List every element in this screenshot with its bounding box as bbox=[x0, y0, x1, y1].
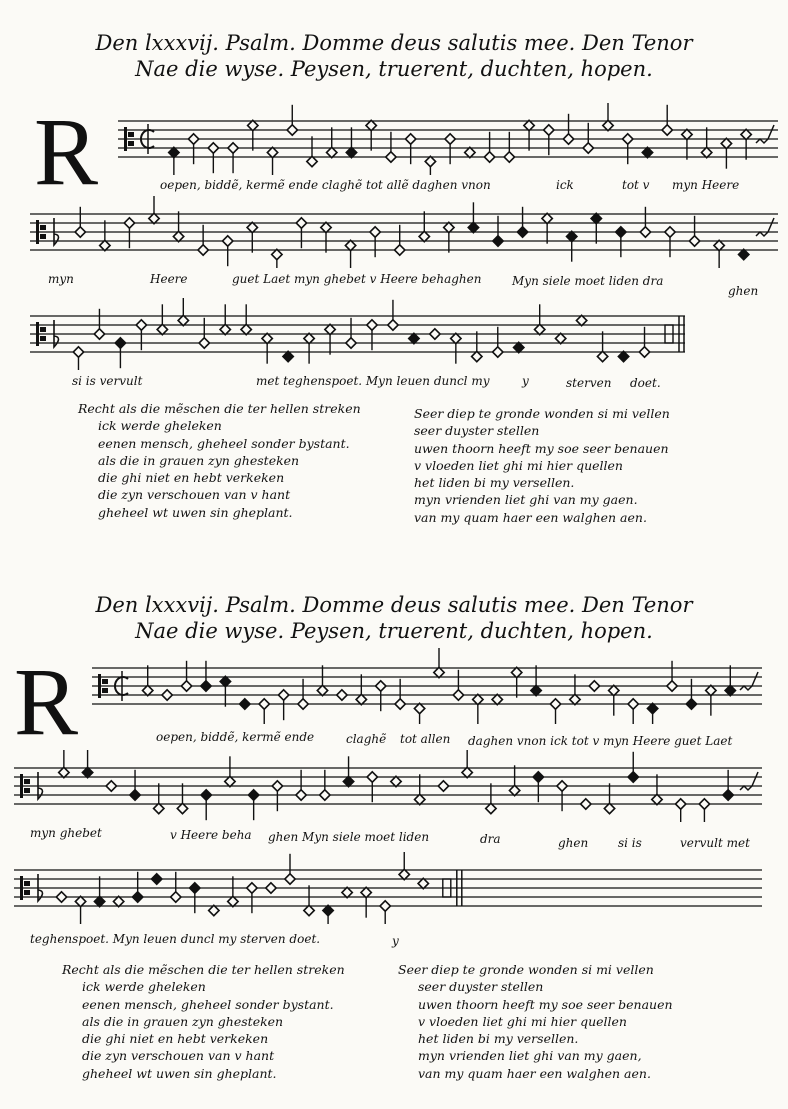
note-icon bbox=[434, 667, 444, 677]
verse-line: ick werde gheleken bbox=[98, 418, 222, 434]
lyric-segment: myn ghebet bbox=[30, 826, 102, 840]
music-staff-1-2 bbox=[30, 196, 778, 268]
psalm-heading-1 bbox=[0, 30, 788, 82]
lyric-segment: si is vervult bbox=[72, 374, 143, 388]
note-icon bbox=[640, 227, 650, 237]
note-icon bbox=[296, 218, 306, 228]
note-icon bbox=[267, 147, 277, 157]
note-icon bbox=[418, 878, 428, 888]
note-icon bbox=[208, 143, 218, 153]
note-icon bbox=[725, 685, 735, 695]
note-icon bbox=[444, 222, 454, 232]
heading-line-2: Nae die wyse. Peysen, truerent, duchten, hopen. bbox=[135, 619, 653, 643]
clef-icon bbox=[128, 132, 134, 137]
note-icon bbox=[699, 799, 709, 809]
note-icon bbox=[667, 681, 677, 691]
note-icon bbox=[317, 685, 327, 695]
lyric-segment: y bbox=[392, 934, 399, 948]
note-icon bbox=[391, 776, 401, 786]
note-icon bbox=[220, 676, 230, 686]
note-icon bbox=[472, 351, 482, 361]
note-icon bbox=[157, 324, 167, 334]
note-icon bbox=[220, 324, 230, 334]
note-icon bbox=[509, 785, 519, 795]
note-icon bbox=[304, 905, 314, 915]
note-icon bbox=[686, 699, 696, 709]
note-icon bbox=[492, 694, 502, 704]
music-staff-1-3 bbox=[30, 298, 685, 370]
note-icon bbox=[563, 134, 573, 144]
lyric-segment: guet Laet myn ghebet v Heere behaghen bbox=[232, 272, 482, 286]
note-icon bbox=[82, 767, 92, 777]
note-icon bbox=[647, 703, 657, 713]
note-icon bbox=[534, 324, 544, 334]
note-icon bbox=[714, 240, 724, 250]
custos-icon bbox=[756, 125, 774, 143]
note-icon bbox=[320, 790, 330, 800]
note-icon bbox=[544, 125, 554, 135]
note-icon bbox=[675, 799, 685, 809]
note-icon bbox=[409, 333, 419, 343]
clef-icon bbox=[24, 890, 30, 895]
lyric-segment: met teghenspoet. Myn leuen duncl my bbox=[256, 374, 490, 388]
note-icon bbox=[283, 351, 293, 361]
clef-icon bbox=[102, 679, 108, 684]
note-icon bbox=[169, 147, 179, 157]
heading-line-1: Den lxxxvij. Psalm. Domme deus salutis mee. Den Tenor bbox=[95, 593, 693, 617]
note-icon bbox=[380, 901, 390, 911]
note-icon bbox=[414, 703, 424, 713]
note-icon bbox=[652, 794, 662, 804]
verse-line: het liden bi my versellen. bbox=[414, 475, 575, 491]
note-icon bbox=[419, 231, 429, 241]
music-staff-2-2 bbox=[14, 750, 762, 822]
note-icon bbox=[395, 699, 405, 709]
note-icon bbox=[514, 342, 524, 352]
verse-line: Recht als die mẽschen die ter hellen streken bbox=[62, 962, 345, 977]
note-icon bbox=[662, 125, 672, 135]
note-icon bbox=[623, 134, 633, 144]
note-icon bbox=[173, 231, 183, 241]
note-icon bbox=[56, 892, 66, 902]
note-icon bbox=[272, 249, 282, 259]
note-icon bbox=[395, 245, 405, 255]
note-icon bbox=[325, 324, 335, 334]
note-icon bbox=[405, 134, 415, 144]
note-icon bbox=[689, 236, 699, 246]
music-staff-2-3 bbox=[14, 852, 762, 924]
note-icon bbox=[228, 896, 238, 906]
note-icon bbox=[366, 120, 376, 130]
verse-line: gheheel wt uwen sin gheplant. bbox=[98, 504, 293, 520]
note-icon bbox=[555, 333, 565, 343]
note-icon bbox=[589, 681, 599, 691]
verse-line: uwen thoorn heeft my soe seer benauen bbox=[414, 440, 669, 456]
note-icon bbox=[201, 790, 211, 800]
note-icon bbox=[181, 681, 191, 691]
note-icon bbox=[415, 794, 425, 804]
note-icon bbox=[278, 690, 288, 700]
note-icon bbox=[741, 129, 751, 139]
note-icon bbox=[591, 213, 601, 223]
verse-line: gheheel wt uwen sin gheplant. bbox=[82, 1065, 277, 1081]
note-icon bbox=[307, 156, 317, 166]
note-icon bbox=[247, 883, 257, 893]
verse-line: Seer diep te gronde wonden si mi vellen bbox=[398, 962, 654, 977]
note-icon bbox=[370, 227, 380, 237]
note-icon bbox=[445, 134, 455, 144]
note-icon bbox=[583, 143, 593, 153]
note-icon bbox=[628, 699, 638, 709]
note-icon bbox=[343, 776, 353, 786]
lyric-segment: dra bbox=[480, 832, 501, 846]
note-icon bbox=[241, 324, 251, 334]
note-icon bbox=[618, 351, 628, 361]
verse-line: v vloeden liet ghi mi hier quellen bbox=[418, 1013, 627, 1029]
verse-line: die zyn verschouen van v hant bbox=[82, 1048, 275, 1064]
note-icon bbox=[201, 681, 211, 691]
verse-line: eenen mensch, gheheel sonder bystant. bbox=[82, 996, 334, 1012]
verse-line: v vloeden liet ghi mi hier quellen bbox=[414, 457, 623, 473]
note-icon bbox=[388, 320, 398, 330]
lyric-segment: sterven bbox=[566, 376, 612, 390]
note-icon bbox=[462, 767, 472, 777]
note-icon bbox=[701, 147, 711, 157]
clef-icon bbox=[40, 234, 46, 239]
note-icon bbox=[198, 245, 208, 255]
lyric-segment: myn bbox=[48, 272, 74, 286]
note-icon bbox=[345, 240, 355, 250]
note-icon bbox=[248, 120, 258, 130]
note-icon bbox=[188, 134, 198, 144]
initial-letter: R bbox=[34, 98, 99, 205]
note-icon bbox=[190, 883, 200, 893]
clef-icon bbox=[124, 127, 127, 151]
verse-line: het liden bi my versellen. bbox=[418, 1031, 579, 1047]
lyric-segment: myn Heere bbox=[672, 178, 740, 192]
custos-icon bbox=[740, 672, 758, 690]
note-icon bbox=[223, 236, 233, 246]
lyric-segment: oepen, biddẽ, kermẽ ende claghẽ tot allẽ daghen vnon bbox=[160, 178, 491, 192]
note-icon bbox=[576, 315, 586, 325]
clef-icon bbox=[36, 220, 39, 244]
note-icon bbox=[642, 147, 652, 157]
lyric-segment: teghenspoet. Myn leuen duncl my sterven doet. bbox=[30, 932, 321, 946]
verse-line: seer duyster stellen bbox=[418, 979, 544, 995]
note-icon bbox=[247, 222, 257, 232]
note-icon bbox=[533, 772, 543, 782]
verse-left-2 bbox=[62, 961, 345, 1082]
note-icon bbox=[199, 338, 209, 348]
custos-icon bbox=[740, 772, 758, 790]
verse-right-2 bbox=[398, 961, 673, 1082]
note-icon bbox=[152, 874, 162, 884]
note-icon bbox=[628, 772, 638, 782]
note-icon bbox=[361, 887, 371, 897]
note-icon bbox=[603, 120, 613, 130]
clef-icon bbox=[36, 322, 39, 346]
verse-line: myn vrienden liet ghi van my gaen, bbox=[418, 1048, 642, 1064]
note-icon bbox=[272, 781, 282, 791]
verse-line: van my quam haer een walghen aen. bbox=[414, 509, 647, 525]
note-icon bbox=[665, 227, 675, 237]
note-icon bbox=[75, 227, 85, 237]
lyric-segment: tot allen bbox=[400, 732, 451, 746]
clef-icon bbox=[102, 688, 108, 693]
note-icon bbox=[465, 147, 475, 157]
note-icon bbox=[438, 781, 448, 791]
clef-icon bbox=[24, 788, 30, 793]
lyric-segment: claghẽ bbox=[346, 732, 387, 746]
note-icon bbox=[356, 694, 366, 704]
lyric-segment: vervult met bbox=[680, 836, 750, 850]
lyric-segment: ghen Myn siele moet liden bbox=[268, 830, 430, 844]
note-icon bbox=[346, 338, 356, 348]
verse-line: van my quam haer een walghen aen. bbox=[418, 1065, 651, 1081]
note-icon bbox=[59, 767, 69, 777]
note-icon bbox=[376, 681, 386, 691]
lyric-segment: doet. bbox=[630, 376, 661, 390]
note-icon bbox=[75, 896, 85, 906]
note-icon bbox=[321, 222, 331, 232]
note-icon bbox=[346, 147, 356, 157]
note-icon bbox=[154, 803, 164, 813]
note-icon bbox=[304, 333, 314, 343]
note-icon bbox=[143, 685, 153, 695]
clef-icon bbox=[40, 327, 46, 332]
note-icon bbox=[453, 690, 463, 700]
note-icon bbox=[177, 803, 187, 813]
note-icon bbox=[542, 213, 552, 223]
note-icon bbox=[240, 699, 250, 709]
note-icon bbox=[327, 147, 337, 157]
verse-line: die ghi niet en hebt verkeken bbox=[82, 1031, 269, 1047]
verse-line: Seer diep te gronde wonden si mi vellen bbox=[414, 406, 670, 421]
note-icon bbox=[296, 790, 306, 800]
note-icon bbox=[721, 138, 731, 148]
note-icon bbox=[209, 905, 219, 915]
note-icon bbox=[106, 781, 116, 791]
note-icon bbox=[581, 799, 591, 809]
verse-right-1 bbox=[414, 405, 670, 526]
note-icon bbox=[609, 685, 619, 695]
note-icon bbox=[511, 667, 521, 677]
clef-icon bbox=[40, 336, 46, 341]
note-icon bbox=[451, 333, 461, 343]
verse-line: seer duyster stellen bbox=[414, 423, 540, 439]
note-icon bbox=[342, 887, 352, 897]
lyric-segment: v Heere beha bbox=[170, 828, 252, 842]
verse-line: die ghi niet en hebt verkeken bbox=[98, 470, 285, 486]
note-icon bbox=[386, 152, 396, 162]
note-icon bbox=[94, 329, 104, 339]
lyric-segment: Heere bbox=[150, 272, 188, 286]
note-icon bbox=[399, 869, 409, 879]
verse-line: uwen thoorn heeft my soe seer benauen bbox=[418, 996, 673, 1012]
note-icon bbox=[504, 152, 514, 162]
note-icon bbox=[124, 218, 134, 228]
note-icon bbox=[524, 120, 534, 130]
custos-icon bbox=[756, 218, 774, 236]
lyric-segment: daghen vnon ick tot v myn Heere guet Laet bbox=[468, 734, 733, 748]
note-icon bbox=[531, 685, 541, 695]
lyric-segment: y bbox=[522, 374, 529, 388]
verse-line: als die in grauen zyn ghesteken bbox=[98, 452, 300, 468]
note-icon bbox=[706, 685, 716, 695]
note-icon bbox=[739, 249, 749, 259]
note-icon bbox=[430, 329, 440, 339]
verse-line: eenen mensch, gheheel sonder bystant. bbox=[98, 435, 350, 451]
verse-line: als die in grauen zyn ghesteken bbox=[82, 1013, 284, 1029]
note-icon bbox=[468, 222, 478, 232]
note-icon bbox=[484, 152, 494, 162]
note-icon bbox=[597, 351, 607, 361]
music-staff-2-1 bbox=[92, 648, 762, 724]
lyric-segment: si is bbox=[618, 836, 642, 850]
note-icon bbox=[130, 790, 140, 800]
note-icon bbox=[570, 694, 580, 704]
clef-icon bbox=[98, 674, 101, 698]
initial-letter: R bbox=[14, 648, 79, 755]
verse-line: ick werde gheleken bbox=[82, 979, 206, 995]
note-icon bbox=[367, 772, 377, 782]
music-staff-1-1 bbox=[118, 103, 778, 175]
note-icon bbox=[493, 236, 503, 246]
note-icon bbox=[323, 905, 333, 915]
note-icon bbox=[225, 776, 235, 786]
clef-icon bbox=[24, 881, 30, 886]
note-icon bbox=[115, 338, 125, 348]
note-icon bbox=[517, 227, 527, 237]
note-icon bbox=[162, 690, 172, 700]
note-icon bbox=[149, 213, 159, 223]
verse-line: Recht als die mẽschen die ter hellen streken bbox=[78, 401, 361, 416]
note-icon bbox=[567, 231, 577, 241]
note-icon bbox=[557, 781, 567, 791]
note-icon bbox=[639, 347, 649, 357]
note-icon bbox=[266, 883, 276, 893]
note-icon bbox=[248, 790, 258, 800]
heading-line-1: Den lxxxvij. Psalm. Domme deus salutis mee. Den Tenor bbox=[95, 31, 693, 55]
note-icon bbox=[367, 320, 377, 330]
lyric-segment: oepen, biddẽ, kermẽ ende bbox=[156, 730, 315, 744]
note-icon bbox=[262, 333, 272, 343]
note-icon bbox=[136, 320, 146, 330]
note-icon bbox=[94, 896, 104, 906]
note-icon bbox=[616, 227, 626, 237]
clef-icon bbox=[20, 774, 23, 798]
note-icon bbox=[100, 240, 110, 250]
lyric-segment: ghen bbox=[728, 284, 759, 298]
note-icon bbox=[723, 790, 733, 800]
note-icon bbox=[425, 156, 435, 166]
note-icon bbox=[486, 803, 496, 813]
note-icon bbox=[228, 143, 238, 153]
verse-line: die zyn verschouen van v hant bbox=[98, 487, 291, 503]
clef-icon bbox=[40, 225, 46, 230]
note-icon bbox=[493, 347, 503, 357]
note-icon bbox=[132, 892, 142, 902]
note-icon bbox=[298, 699, 308, 709]
note-icon bbox=[473, 694, 483, 704]
psalm-heading-2 bbox=[0, 592, 788, 644]
note-icon bbox=[73, 347, 83, 357]
heading-line-2: Nae die wyse. Peysen, truerent, duchten, hopen. bbox=[135, 57, 653, 81]
clef-icon bbox=[20, 876, 23, 900]
clef-icon bbox=[24, 779, 30, 784]
note-icon bbox=[337, 690, 347, 700]
note-icon bbox=[178, 315, 188, 325]
clef-icon bbox=[128, 141, 134, 146]
note-icon bbox=[113, 896, 123, 906]
note-icon bbox=[171, 892, 181, 902]
lyric-segment: ick bbox=[556, 178, 574, 192]
verse-left-1 bbox=[78, 400, 361, 521]
lyric-segment: tot v bbox=[622, 178, 650, 192]
note-icon bbox=[550, 699, 560, 709]
note-icon bbox=[604, 803, 614, 813]
note-icon bbox=[682, 129, 692, 139]
note-icon bbox=[287, 125, 297, 135]
note-icon bbox=[259, 699, 269, 709]
note-icon bbox=[285, 874, 295, 884]
lyric-segment: Myn siele moet liden dra bbox=[512, 274, 664, 288]
lyric-segment: ghen bbox=[558, 836, 589, 850]
verse-line: myn vrienden liet ghi van my gaen. bbox=[414, 492, 638, 508]
